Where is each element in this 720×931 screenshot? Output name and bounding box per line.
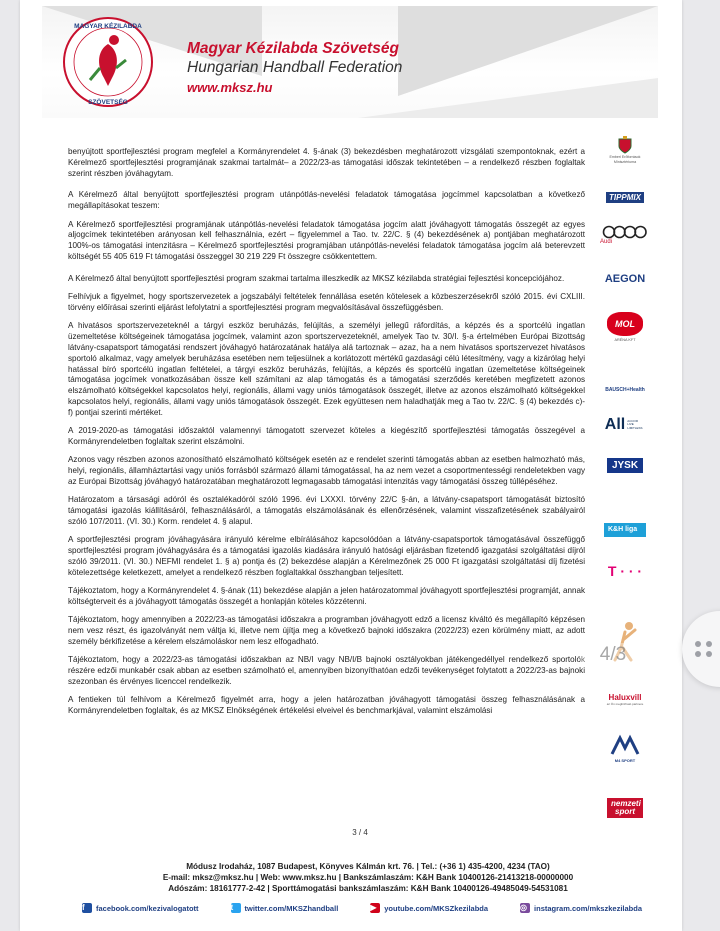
sponsor-bausch: BAUSCH+Health: [605, 387, 645, 393]
contact-line: E-mail: mksz@mksz.hu | Web: www.mksz.hu | Bankszámlaszám: K&H Bank 10400126-21413218-00000000: [162, 873, 574, 882]
contact-line: Adószám: 18161777-2-42 | Sporttámogatási bankszámlaszám: K&H Bank 10400126-49485049-54531081: [168, 884, 568, 893]
svg-text:MAGYAR KÉZILABDA: MAGYAR KÉZILABDA: [74, 23, 142, 30]
instagram-icon: ◎: [520, 903, 530, 913]
paragraph: Határozatom a társasági adóról és osztalékadóról szóló 1996. évi LXXXI. törvény 22/C §-án, a látvány-csapatsport támogatását biztosító támogatási igazolás kiállításáról, felhasználásáról, a támogatás elszámolásának és ellenőrzésének, valamint visszafizetésének szabályairól szóló 107/2011. (VI. 30.) Korm. rendelet 4. § alapul.: [68, 495, 585, 526]
paragraph: Felhívjuk a figyelmet, hogy sportszervezetek a jogszabályi feltételek fennállása esetén kötelesek a közbeszerzésekről szóló 2015. évi CXLIII. törvény előírásai szerinti eljárást lefolytatni a sportfejlesztési program megvalósításával összefüggésben.: [68, 292, 585, 312]
sponsor-telekom: T · · ·: [607, 563, 643, 579]
paragraph: Azonos vagy részben azonos azonosítható elszámolható költségek esetén az e rendelet szerinti támogatás abban az esetben halmozható más, helyi, regionális, államháztartási vagy uniós forrásból származó állami támogatással, ha az nem vezet a csoportmentességi rendeletekben vagy az Európai Bizottság jóváhagyó határozatában meghatározott legmagasabb támogatási intenzitás vagy támogatási összeg túllépéséhez.: [68, 455, 585, 486]
paragraph: benyújtott sportfejlesztési program megfelel a Kormányrendelet 4. §-ának (3) bekezdésben meghatározott vizsgálati szempontoknak, ezért a Kérelmező sportfejlesztési programjának szakmai tartalmát– a 2022/23-as támogatási időszak tekintetében – a rendelkező részben foglaltak szerint részben jóváhagytam.: [68, 147, 585, 178]
paragraph: A 2019-2020-as támogatási időszaktól valamennyi támogatott szervezet köteles a kiegészítő sportfejlesztési támogatás összegével a Kormányrendeletben foglaltak szerint elszámolni.: [68, 426, 585, 446]
sponsor-nemzeti-sport: nemzeti sport: [590, 796, 660, 820]
sponsor-tippmix: TIPPMIX: [590, 190, 660, 204]
org-url: www.mksz.hu: [187, 80, 273, 95]
youtube-icon: ▶: [370, 903, 380, 913]
sponsor-haluxvill: Haluxvill az Ön megbízható partnere: [606, 692, 644, 706]
footer-contact: [68, 861, 668, 894]
audi-rings-icon: [601, 225, 649, 239]
sponsor-jysk: JYSK: [590, 455, 660, 475]
sponsor-m4-sport: M4 SPORT: [590, 730, 660, 766]
svg-text:SZÖVETSÉG: SZÖVETSÉG: [88, 99, 128, 106]
document-body: [68, 147, 585, 724]
mksz-logo: [60, 14, 156, 110]
paragraph: A Kérelmező által benyújtott sportfejlesztési program utánpótlás-nevelési feladatok támogatása jogcímmel kapcsolatban a következő megállapításokat teszem:: [68, 190, 585, 211]
paragraph: A Kérelmező által benyújtott sportfejlesztési program szakmai tartalma illeszkedik az MKSZ kézilabda stratégiai fejlesztési koncepciójához.: [68, 273, 565, 283]
twitter-link[interactable]: t twitter.com/MKSZhandball: [230, 903, 339, 913]
page-number: 3 / 4: [352, 828, 368, 837]
facebook-link[interactable]: f facebook.com/kezivalogatott: [82, 903, 199, 913]
coat-of-arms-icon: [618, 136, 632, 154]
social-links: [82, 903, 642, 913]
sponsor-mol: MOL ARÉNA KFT: [590, 308, 660, 346]
m4-sport-logo-icon: [610, 734, 640, 758]
contact-line: Módusz Irodaház, 1087 Budapest, Könyves Kálmán krt. 76. | Tel.: (+36 1) 435-4200, 4234 (TAO): [186, 862, 550, 871]
paragraph: A hivatásos sportszervezeteknél a tárgyi eszköz beruházás, felújítás, a személyi jellegű ráfordítás, a képzés és a sportcélú ingatlan üzemeltetése költségeinek támogatása jogcímek, valamint azon sportszervezeteknél, amelyek Tao tv. 30/I. §-a értelmében Európai Bizottság látvány-csapatsport támogatási rendszert jóváhagyó határozatának hatálya alá tartoznak – azaz, ha a nem hivatásos sportszervezet hivatásos sportoló alkalmaz, vagy amelyek beruházása esetében nem teljesülnek a korlátozott mértékű gazdasági célú létesítmény, vagy a kizárólag helyi hatással bíró sportcélú ingatlan feltételei, a tárgyi eszköz beruházás, felújítás, a képzés és sportcélú ingatlan üzemeltetése költségeinek támogatása jogcímek vonatkozásában össze kell számítani az alap támogatás és a támogatási szerződés keretében megfizetett azonos elszámolható költségekkel kapcsolatos helyi, regionális, állami vagy uniós támogatások összegét, illetve az azonos elszámolható költségekkel kapcsolatos helyi, regionális, állami vagy uniós támogatások összegét. Ezek együttesen nem haladhatják meg a Tao tv. 22/C. § (4) bekezdés c)-f) pontjai szerinti mértéket.: [68, 321, 585, 417]
paragraph: A fentieken túl felhívom a Kérelmező figyelmét arra, hogy a jelen határozatban jóváhagyott támogatási összeg felhasználásának a Kormányrendeletben foglaltak, és az MKSZ Elnökségének értékelési elveivel és benchmarkjával, valamint elszámolási: [68, 695, 585, 715]
paragraph: A Kérelmező sportfejlesztési programjának utánpótlás-nevelési feladatok támogatása jogcím alatt jóváhagyott támogatás összegét az egyes aljogcímek tekintetében arányosan kell felhasználnia, ezért – figyelemmel a Tao. tv. 22/C. § (4) bekezdésének a) pontjában meghatározott 100%-os támogatási intenzitásra – Kérelmező sportfejlesztési programjában utánpótlás-nevelési feladatok támogatása jogcím alá beterevzett költségét 55 405 619 Ft támogatási összeggel 30 219 229 Ft összegre csökkentettem.: [68, 219, 585, 261]
sponsor-audi: Audi: [590, 220, 660, 250]
paragraph: Tájékoztatom, hogy a Kormányrendelet 4. §-ának (11) bekezdése alapján a jelen határozatommal jóváhagyott sportfejlesztési programját, annak költségterveit és a jóváhagyott támogatás összegét a honlapján köteles közzétenni.: [68, 586, 585, 606]
youtube-link[interactable]: ▶ youtube.com/MKSZkezilabda: [370, 903, 489, 913]
page-indicator[interactable]: 4/3: [580, 643, 646, 667]
paragraph: Tájékoztatom, hogy a 2022/23-as támogatási időszakban az NB/I vagy NB/I/B bajnoki osztályokban játékengedéllyel rendelkező sportolók részére edzői munkabér csak abban az esetben számolható el, amennyiben bizonyíthatóan edzői tevékenységet folytatott a 2022/23-as bajnoki szezonban és érvényes licenccel rendelkezik.: [68, 655, 585, 686]
twitter-icon: t: [231, 903, 241, 913]
sponsor-all: All ACCOR LIVE LIMITLESS: [604, 416, 643, 433]
sponsor-emmi: Emberi Erőforrások Minisztériuma: [590, 132, 660, 168]
paragraph: A sportfejlesztési program jóváhagyására irányuló kérelme elbírálásához kapcsolódóan a látvány-csapatsportok támogatásával összefüggő sportfejlesztési program jóváhagyására és a támogatási igazolás kiadására irányuló hatósági eljárásban fizetendő igazgatási szolgáltatási díjról szóló 39/2011. (VI. 30.) NEFMI rendelet 1. § a) pontja és (2) bekezdése alapján a Kérelmezőnek 25 000 Ft igazgatási szolgáltatási díj fizetési kötelezettsége keletkezett, amelyet a rendelkező részben foglaltakkal összhangban teljesített.: [68, 535, 585, 577]
letterhead: [42, 6, 658, 118]
paragraph: Tájékoztatom, hogy amennyiben a 2022/23-as támogatási időszakra a programban jóváhagyott edző a licensz kiváltó és megállapító képzésen nem vesz részt, és igazolványát nem váltja ki, illetve nem újítja meg a következő bajnoki időszakra (2022/23) ezen körülmény miatt, az adott személy bérkifizetése a kérelem elszámoláskor nem lesz elfogadható.: [68, 615, 585, 646]
sponsor-kh-liga: K&H liga: [590, 516, 660, 544]
menu-fab-button[interactable]: [682, 611, 720, 687]
org-name-hu: Magyar Kézilabda Szövetség: [187, 40, 399, 57]
facebook-icon: f: [82, 903, 92, 913]
org-name-en: Hungarian Handball Federation: [187, 59, 403, 76]
sponsor-aegon: AEGON: [604, 273, 646, 285]
instagram-link[interactable]: ◎ instagram.com/mkszkezilabda: [520, 903, 642, 913]
